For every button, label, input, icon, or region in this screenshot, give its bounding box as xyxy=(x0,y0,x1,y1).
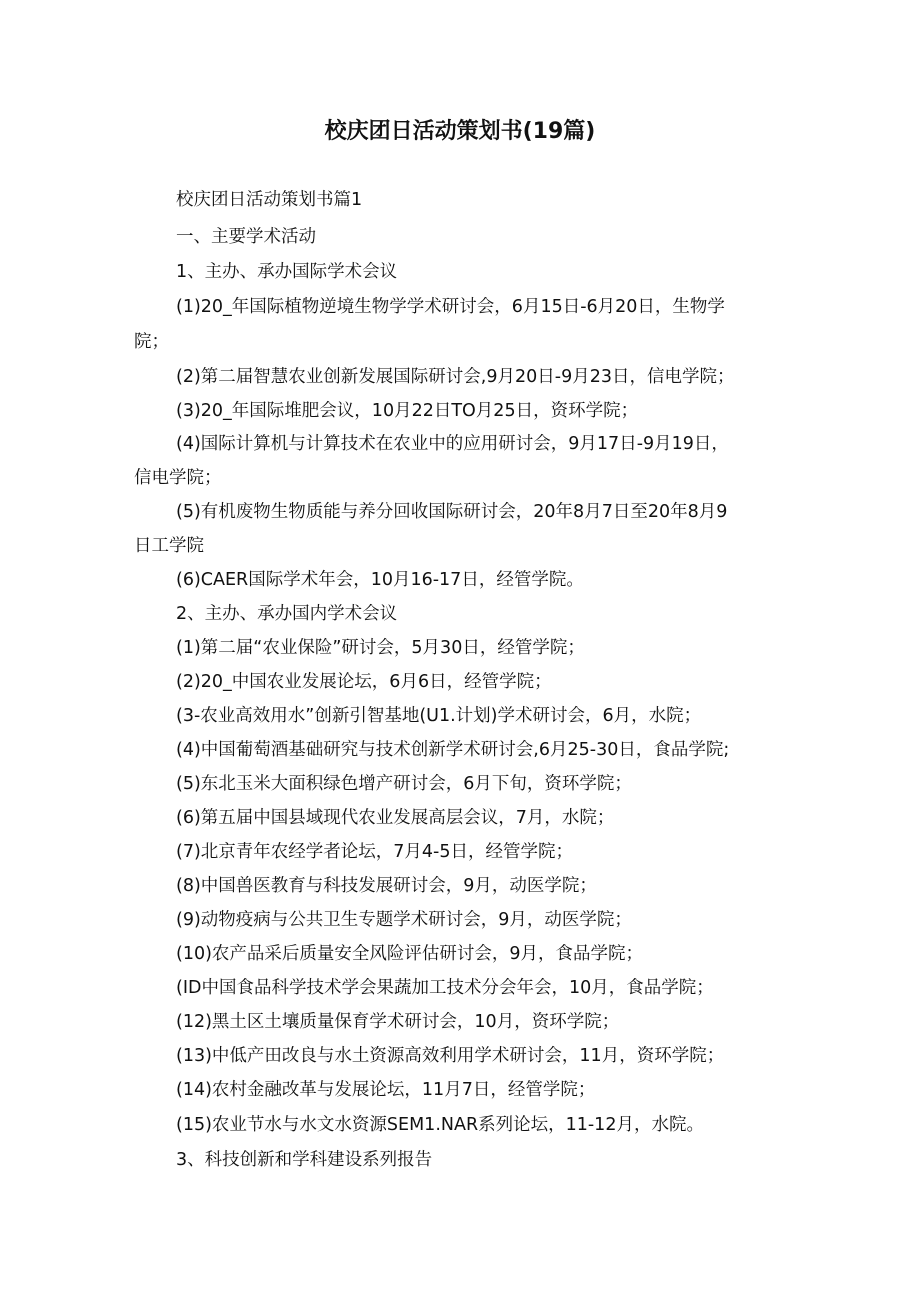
list-item: (5)有机废物生物质能与养分回收国际研讨会，20年8月7日至20年8月9 xyxy=(176,502,728,522)
list-item-continuation: 日工学院 xyxy=(134,536,204,556)
list-item: (3)20_年国际堆肥会议，10月22日TO月25日，资环学院； xyxy=(176,401,639,421)
list-item: (2)20_中国农业发展论坛，6月6日，经管学院； xyxy=(176,672,552,692)
subsection-heading: 1、主办、承办国际学术会议 xyxy=(176,262,398,282)
subsection-heading: 3、科技创新和学科建设系列报告 xyxy=(176,1150,433,1170)
list-item: (6)第五届中国县域现代农业发展高层会议，7月，水院； xyxy=(176,808,615,828)
subsection-heading: 2、主办、承办国内学术会议 xyxy=(176,604,398,624)
list-item: (15)农业节水与水文水资源SEM1.NAR系列论坛，11-12月，水院。 xyxy=(176,1115,704,1135)
list-item: (14)农村金融改革与发展论坛，11月7日，经管学院； xyxy=(176,1080,596,1100)
list-item: (12)黑土区土壤质量保育学术研讨会，10月，资环学院； xyxy=(176,1012,620,1032)
list-item: (3-农业高效用水”创新引智基地(U1.计划)学术研讨会，6月，水院； xyxy=(176,706,702,726)
list-item: (7)北京青年农经学者论坛，7月4-5日，经管学院； xyxy=(176,842,574,862)
list-item: (1)20_年国际植物逆境生物学学术研讨会，6月15日-6月20日，生物学 xyxy=(176,297,725,317)
list-item: (4)中国葡萄酒基础研究与技术创新学术研讨会,6月25-30日，食品学院; xyxy=(176,740,730,760)
list-item: (4)国际计算机与计算技术在农业中的应用研讨会，9月17日-9月19日， xyxy=(176,434,729,454)
document-title: 校庆团日活动策划书(19篇) xyxy=(324,119,596,144)
list-item: (10)农产品采后质量安全风险评估研讨会，9月，食品学院； xyxy=(176,944,644,964)
list-item: (8)中国兽医教育与科技发展研讨会，9月，动医学院； xyxy=(176,876,597,896)
list-item: (9)动物疫病与公共卫生专题学术研讨会，9月，动医学院； xyxy=(176,910,632,930)
list-item: (ID中国食品科学技术学会果蔬加工技术分会年会，10月，食品学院； xyxy=(176,978,714,998)
list-item: (6)CAER国际学术年会，10月16-17日，经管学院。 xyxy=(176,570,584,590)
list-item: (5)东北玉米大面积绿色增产研讨会，6月下旬，资环学院； xyxy=(176,774,632,794)
list-item-continuation: 院； xyxy=(134,332,169,352)
article-heading: 校庆团日活动策划书篇1 xyxy=(176,190,363,210)
list-item: (2)第二届智慧农业创新发展国际研讨会,9月20日-9月23日，信电学院； xyxy=(176,367,735,387)
list-item-continuation: 信电学院； xyxy=(134,468,222,488)
list-item: (1)第二届“农业保险”研讨会，5月30日，经管学院； xyxy=(176,638,585,658)
section-heading: 一、主要学术活动 xyxy=(176,227,316,247)
list-item: (13)中低产田改良与水土资源高效利用学术研讨会，11月，资环学院； xyxy=(176,1046,725,1066)
